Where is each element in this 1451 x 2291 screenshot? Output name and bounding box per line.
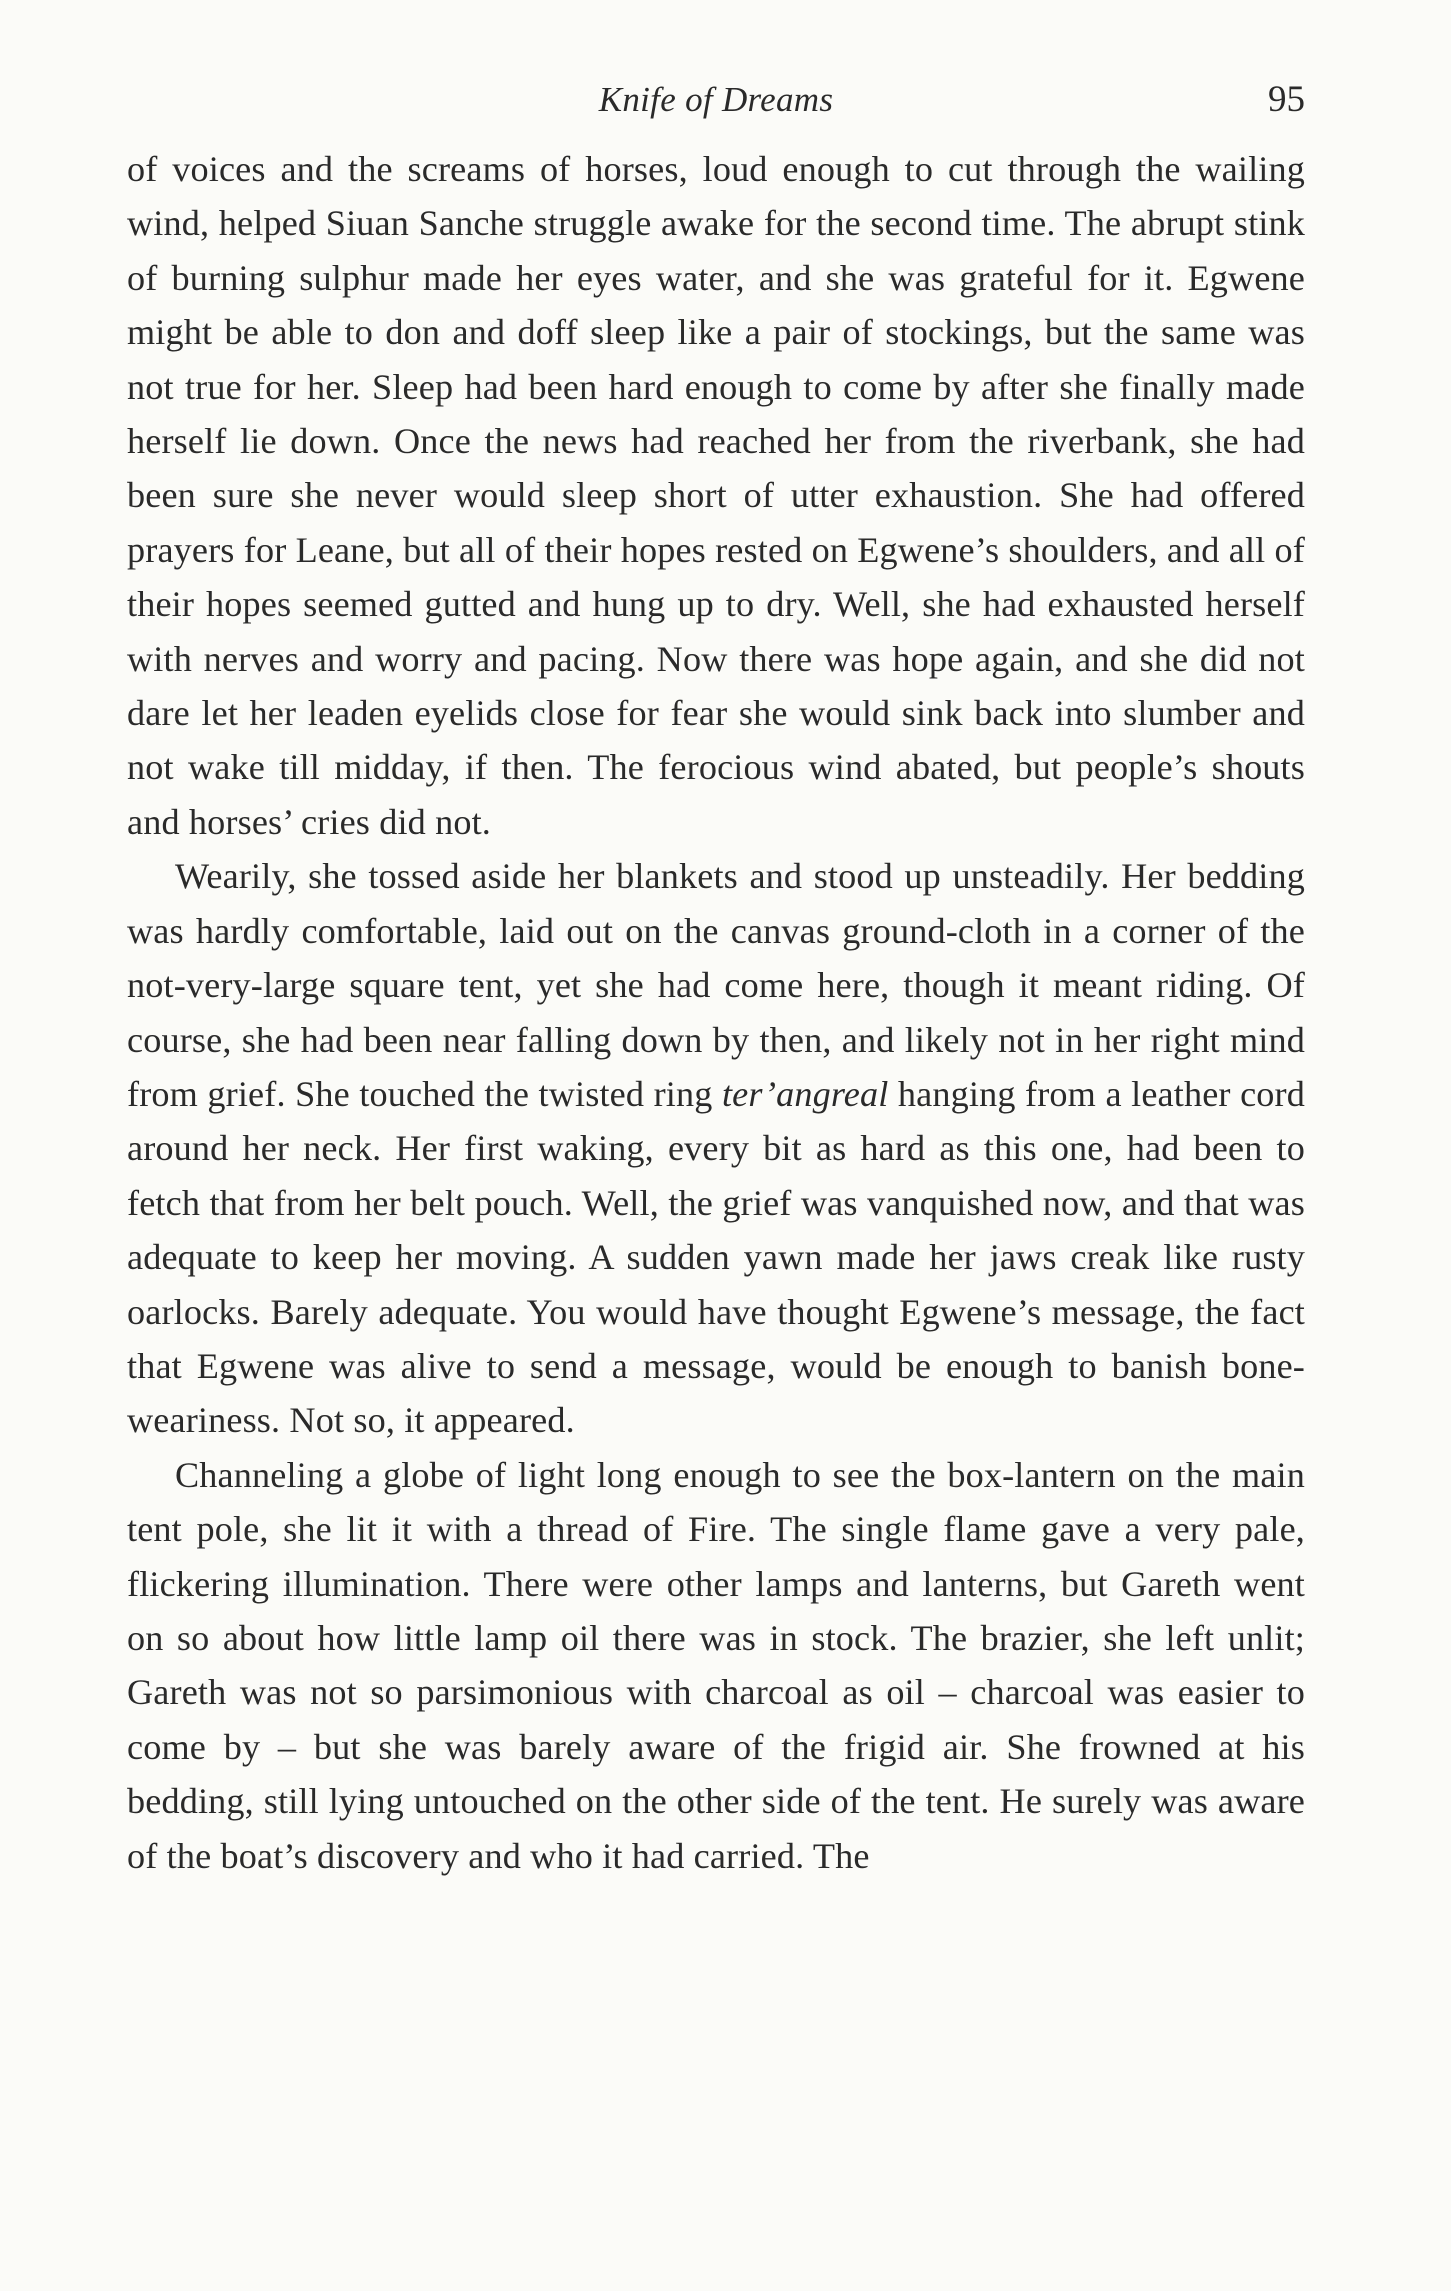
page-number: 95 — [1268, 79, 1305, 120]
paragraph-1: of voices and the screams of horses, loud enough to cut through the wailing wind, helped Siuan Sanche struggle awake for the second time. The abrupt stink of burning sulphur made her eyes water, and she was grateful for it. Egwene might be able to don and doff sleep like a pair of stockings, but the same was not true for her. Sleep had been hard enough to come by after she finally made herself lie down. Once the news had reached her from the riverbank, she had been sure she never would sleep short of utter exhaustion. She had offered prayers for Leane, but all of their hopes rested on Egwene’s shoulders, and all of their hopes seemed gutted and hung up to dry. Well, she had exhausted herself with nerves and worry and pacing. Now there was hope again, and she did not dare let her leaden eyelids close for fear she would sink back into slumber and not wake till midday, if then. The ferocious wind abated, but people’s shouts and horses’ cries did not. — [127, 149, 1305, 842]
running-title: Knife of Dreams — [598, 80, 834, 119]
body-text — [127, 142, 1305, 1883]
paragraph-2-text-after: hanging from a leather cord around her neck. Her first waking, every bit as hard as this one, had been to fetch that from her belt pouch. Well, the grief was vanquished now, and that was adequate to keep her moving. A sudden yawn made her jaws creak like rusty oarlocks. Barely adequate. You would have thought Egwene’s message, the fact that Egwene was alive to send a message, would be enough to banish bone-weariness. Not so, it appeared. — [127, 1073, 1305, 1441]
paragraph-2 — [127, 849, 1305, 1447]
paragraph-2-text-before: Wearily, she tossed aside her blankets and stood up unsteadily. Her bedding was hardly comfortable, laid out on the canvas ground-cloth in a corner of the not-very-large square tent, yet she had come here, though it meant riding. Of course, she had been near falling down by then, and likely not in her right mind from grief. She touched the twisted ring — [127, 856, 1305, 1114]
running-head — [127, 70, 1305, 130]
paragraph-2-italic-term: ter’angreal — [721, 1073, 889, 1114]
paragraph-3: Channeling a globe of light long enough to see the box-lantern on the main tent pole, she lit it with a thread of Fire. The single flame gave a very pale, flickering illumination. There were other lamps and lanterns, but Gareth went on so about how little lamp oil there was in stock. The brazier, she left unlit; Gareth was not so parsimonious with charcoal as oil – charcoal was easier to come by – but she was barely aware of the frigid air. She frowned at his bedding, still lying untouched on the other side of the tent. He surely was aware of the boat’s discovery and who it had carried. The — [127, 1454, 1305, 1876]
